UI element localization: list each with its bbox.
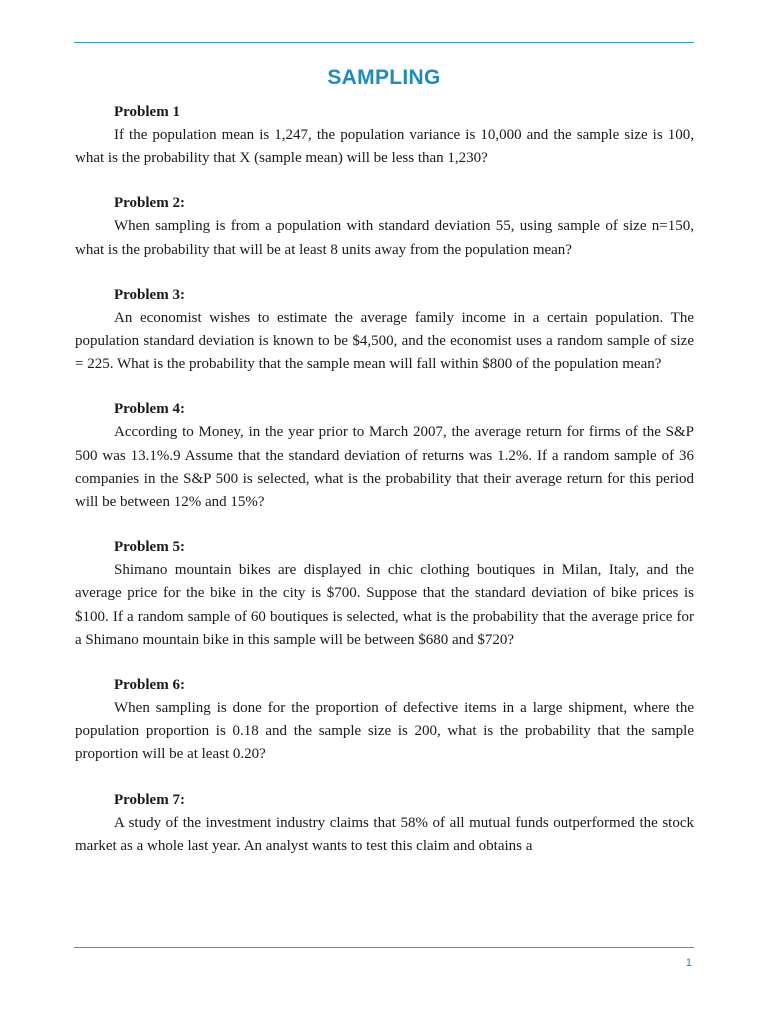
problem-text: When sampling is from a population with standard deviation 55, using sample of size n=150, what is the probability that will be at least 8 units away from the population mean? <box>75 218 694 258</box>
problem-heading: Problem 5: <box>114 539 185 556</box>
problem-heading: Problem 3: <box>114 286 185 303</box>
problem-text: If the population mean is 1,247, the population variance is 10,000 and the sample size is 100, what is the probability that X (sample mean) will be less than 1,230? <box>75 127 694 167</box>
problem-text: An economist wishes to estimate the average family income in a certain population. The population standard deviation is known to be $4,500, and the economist uses a random sample of size = 225. What is the probability that the sample mean will fall within $800 of the population mean? <box>75 309 694 373</box>
header-rule <box>74 42 694 43</box>
problem-text: Shimano mountain bikes are displayed in chic clothing boutiques in Milan, Italy, and the average price for the bike in the city is $700. Suppose that the standard deviation of bike prices is $100. If a random sample of 60 boutiques is selected, what is the probability that the average price for a Shimano mountain bike in this sample will be between $680 and $720? <box>75 562 694 648</box>
problem-heading: Problem 2: <box>114 195 185 212</box>
problem-5 <box>75 536 694 652</box>
problem-list <box>75 101 694 880</box>
problem-4 <box>75 398 694 514</box>
problem-text: A study of the investment industry claims that 58% of all mutual funds outperformed the stock market as a whole last year. An analyst wants to test this claim and obtains a <box>75 814 694 854</box>
problem-text: When sampling is done for the proportion of defective items in a large shipment, where the population proportion is 0.18 and the sample size is 200, what is the probability that the sample proportion will be at least 0.20? <box>75 700 694 763</box>
problem-heading: Problem 4: <box>114 401 185 418</box>
problem-3 <box>75 284 694 377</box>
problem-heading: Problem 1 <box>114 104 180 120</box>
problem-1 <box>75 101 694 170</box>
footer-rule <box>74 947 694 948</box>
page-number: 1 <box>685 957 692 969</box>
page-title: SAMPLING <box>327 66 441 89</box>
problem-text: According to Money, in the year prior to March 2007, the average return for firms of the S&P 500 was 13.1%.9 Assume that the standard deviation of returns was 1.2%. If a random sample of 36 companies in the S&P 500 is selected, what is the probability that their average return for this period will be between 12% and 15%? <box>75 424 694 511</box>
problem-heading: Problem 6: <box>114 677 185 694</box>
problem-6 <box>75 674 694 767</box>
problem-2 <box>75 192 694 261</box>
problem-7 <box>75 789 694 858</box>
problem-heading: Problem 7: <box>114 791 185 808</box>
